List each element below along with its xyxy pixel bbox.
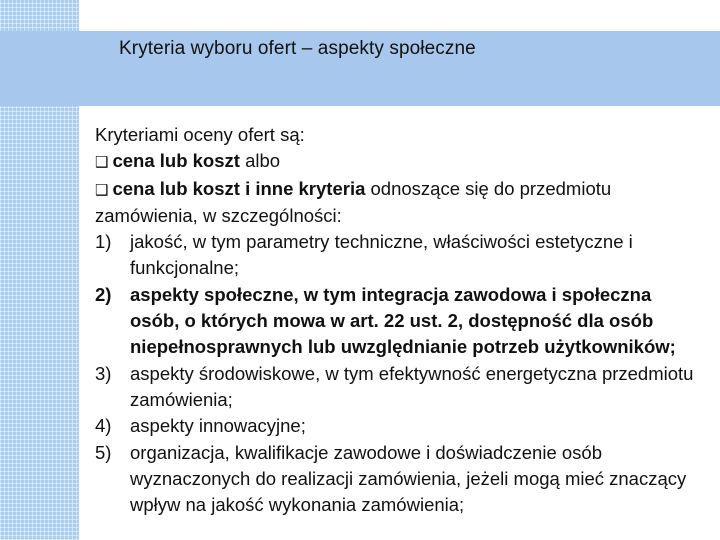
slide-content bbox=[95, 122, 705, 518]
criteria-item bbox=[95, 361, 705, 414]
criteria-list bbox=[95, 229, 705, 518]
criteria-number: 1) bbox=[95, 231, 112, 253]
checkbox-bullet-icon: ❑ bbox=[95, 153, 109, 172]
criteria-text: jakość, w tym parametry techniczne, właściwości estetyczne i funkcjonalne; bbox=[130, 231, 633, 279]
criteria-item bbox=[95, 229, 705, 282]
checkbox-bullet-icon: ❑ bbox=[95, 180, 109, 199]
criteria-text: aspekty innowacyjne; bbox=[130, 415, 306, 437]
bullet-item bbox=[95, 148, 705, 175]
intro-text: Kryteriami oceny ofert są: bbox=[95, 124, 305, 145]
bullet-rest-text: albo bbox=[239, 150, 281, 172]
bullet-bold-text: cena lub koszt i inne kryteria bbox=[112, 177, 366, 199]
criteria-number: 3) bbox=[95, 362, 112, 384]
bullet-item bbox=[95, 176, 705, 230]
criteria-text: aspekty środowiskowe, w tym efektywność energetyczna przedmiotu zamówienia; bbox=[130, 362, 694, 410]
criteria-number: 2) bbox=[95, 283, 112, 305]
criteria-item bbox=[95, 413, 705, 439]
criteria-item bbox=[95, 440, 705, 519]
criteria-text: organizacja, kwalifikacje zawodowe i doświadczenie osób wyznaczonych do realizacji zamówienia, jeżeli mogą mieć znaczący wpływ na jakość wykonania zamówienia; bbox=[130, 441, 687, 516]
criteria-item bbox=[95, 282, 705, 361]
bullet-rest-text: odnoszące się do przedmiotu zamówienia, w szczególności: bbox=[95, 177, 612, 226]
bullet-bold-text: cena lub koszt bbox=[112, 150, 240, 172]
criteria-number: 5) bbox=[95, 441, 112, 463]
slide-title: Kryteria wyboru ofert – aspekty społeczne bbox=[119, 38, 476, 59]
criteria-number: 4) bbox=[95, 415, 112, 437]
criteria-text: aspekty społeczne, w tym integracja zawodowa i społeczna osób, o których mowa w art. 22 ust. 2, dostępność dla osób niepełnosprawnych lub uwzględnianie potrzeb użytkowników; bbox=[130, 283, 676, 358]
